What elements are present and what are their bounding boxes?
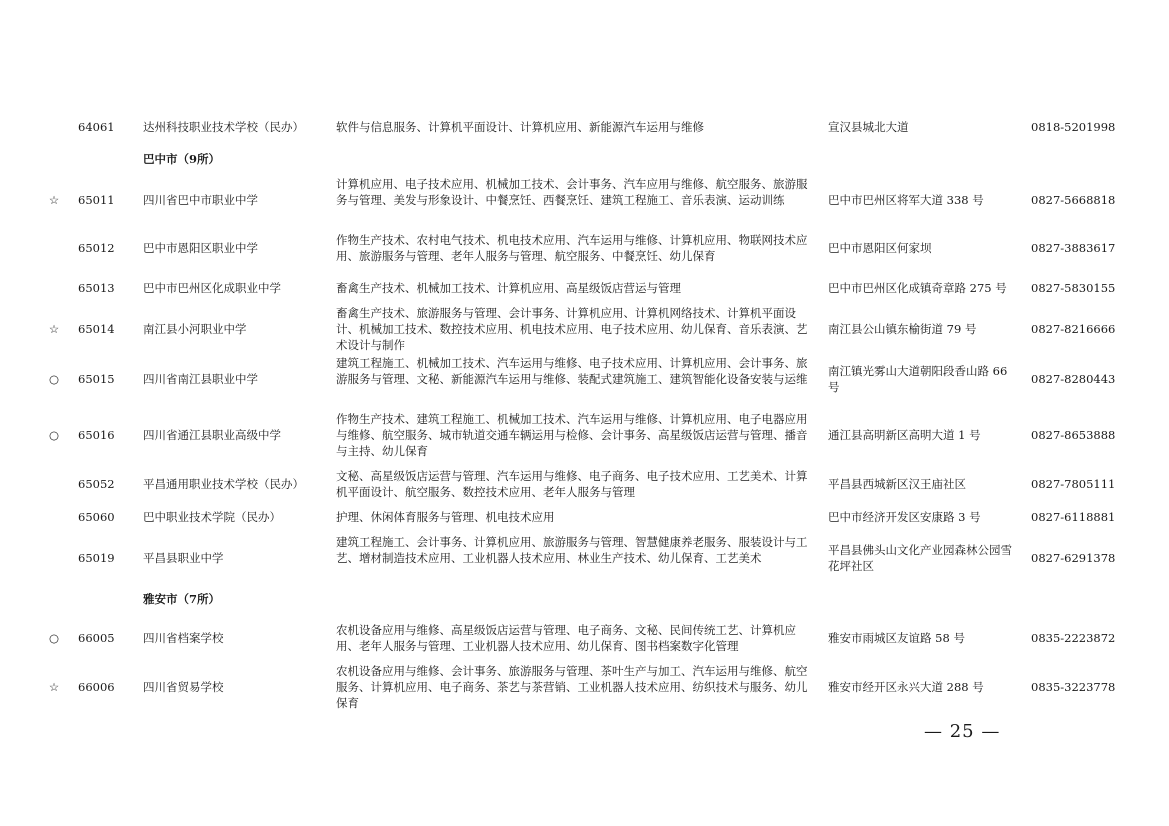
school-address: 雅安市雨城区友谊路 58 号	[828, 631, 965, 645]
school-code: 65015	[78, 372, 115, 386]
school-phone: 0827-6291378	[1031, 551, 1116, 565]
section-heading: 巴中市（9所）	[143, 152, 221, 166]
school-code: 65014	[78, 322, 115, 336]
school-code: 66005	[78, 631, 115, 645]
school-address: 通江县高明新区高明大道 1 号	[828, 428, 981, 442]
school-majors: 建筑工程施工、会计事务、计算机应用、旅游服务与管理、智慧健康养老服务、服装设计与工艺、增材制造技术应用、工业机器人技术应用、林业生产技术、幼儿保育、工艺美术	[336, 535, 808, 565]
school-phone: 0827-8216666	[1031, 322, 1116, 336]
school-code: 64061	[78, 120, 115, 134]
page-number: — 25 —	[924, 721, 1001, 742]
row-mark: ○	[48, 428, 60, 442]
school-address: 巴中市巴州区将军大道 338 号	[828, 193, 984, 207]
row-mark: ○	[48, 372, 60, 386]
school-phone: 0818-5201998	[1031, 120, 1116, 134]
school-address: 平昌县西城新区汉王庙社区	[828, 477, 966, 491]
school-code: 66006	[78, 680, 115, 694]
school-name: 四川省通江县职业高级中学	[143, 428, 281, 442]
school-majors: 文秘、高星级饭店运营与管理、汽车运用与维修、电子商务、电子技术应用、工艺美术、计算机平面设计、航空服务、数控技术应用、老年人服务与管理	[336, 469, 808, 499]
school-majors: 农机设备应用与维修、高星级饭店运营与管理、电子商务、文秘、民间传统工艺、计算机应用、老年人服务与管理、工业机器人技术应用、幼儿保育、图书档案数字化管理	[336, 623, 796, 653]
school-address: 雅安市经开区永兴大道 288 号	[828, 680, 984, 694]
school-name: 四川省档案学校	[143, 631, 224, 645]
school-majors: 护理、休闲体育服务与管理、机电技术应用	[336, 510, 555, 524]
school-code: 65060	[78, 510, 115, 524]
school-majors: 畜禽生产技术、旅游服务与管理、会计事务、计算机应用、计算机网络技术、计算机平面设计、机械加工技术、数控技术应用、机电技术应用、电子技术应用、幼儿保育、音乐表演、艺术设计与制作	[336, 306, 808, 352]
school-phone: 0827-5830155	[1031, 281, 1116, 295]
school-majors: 建筑工程施工、机械加工技术、汽车运用与维修、电子技术应用、计算机应用、会计事务、旅游服务与管理、文秘、新能源汽车运用与维修、装配式建筑施工、建筑智能化设备安装与运维	[336, 356, 808, 386]
school-phone: 0827-8653888	[1031, 428, 1116, 442]
school-address: 巴中市经济开发区安康路 3 号	[828, 510, 981, 524]
school-address: 巴中市恩阳区何家坝	[828, 241, 932, 255]
school-majors: 农机设备应用与维修、会计事务、旅游服务与管理、茶叶生产与加工、汽车运用与维修、航空服务、计算机应用、电子商务、茶艺与茶营销、工业机器人技术应用、纺织技术与服务、幼儿保育	[336, 664, 808, 710]
row-mark: ☆	[48, 322, 60, 336]
school-majors: 计算机应用、电子技术应用、机械加工技术、会计事务、汽车应用与维修、航空服务、旅游服务与管理、美发与形象设计、中餐烹饪、西餐烹饪、建筑工程施工、音乐表演、运动训练	[336, 177, 808, 207]
section-heading: 雅安市（7所）	[143, 592, 221, 606]
school-code: 65019	[78, 551, 115, 565]
school-phone: 0827-6118881	[1031, 510, 1116, 524]
school-name: 四川省贸易学校	[143, 680, 224, 694]
school-code: 65052	[78, 477, 115, 491]
school-phone: 0827-7805111	[1031, 477, 1116, 491]
school-name: 巴中市恩阳区职业中学	[143, 241, 258, 255]
school-majors: 软件与信息服务、计算机平面设计、计算机应用、新能源汽车运用与维修	[336, 120, 704, 134]
school-name: 平昌通用职业技术学校（民办）	[143, 477, 304, 491]
school-address: 平昌县佛头山文化产业园森林公园雪花坪社区	[828, 543, 1012, 573]
school-address: 南江县公山镇东榆街道 79 号	[828, 322, 977, 336]
school-code: 65016	[78, 428, 115, 442]
school-address: 南江镇光雾山大道朝阳段香山路 66 号	[828, 364, 1008, 394]
school-phone: 0827-8280443	[1031, 372, 1116, 386]
school-code: 65011	[78, 193, 115, 207]
row-mark: ☆	[48, 680, 60, 694]
school-phone: 0835-2223872	[1031, 631, 1116, 645]
row-mark: ○	[48, 631, 60, 645]
school-name: 南江县小河职业中学	[143, 322, 247, 336]
school-name: 四川省南江县职业中学	[143, 372, 258, 386]
school-phone: 0827-5668818	[1031, 193, 1116, 207]
school-code: 65013	[78, 281, 115, 295]
school-majors: 作物生产技术、农村电气技术、机电技术应用、汽车运用与维修、计算机应用、物联网技术应用、旅游服务与管理、老年人服务与管理、航空服务、中餐烹饪、幼儿保育	[336, 233, 808, 263]
school-address: 巴中市巴州区化成镇奇章路 275 号	[828, 281, 1007, 295]
school-code: 65012	[78, 241, 115, 255]
school-name: 巴中市巴州区化成职业中学	[143, 281, 281, 295]
school-name: 巴中职业技术学院（民办）	[143, 510, 281, 524]
school-name: 四川省巴中市职业中学	[143, 193, 258, 207]
school-name: 达州科技职业技术学校（民办）	[143, 120, 304, 134]
school-phone: 0827-3883617	[1031, 241, 1116, 255]
school-phone: 0835-3223778	[1031, 680, 1116, 694]
school-majors: 作物生产技术、建筑工程施工、机械加工技术、汽车运用与维修、计算机应用、电子电器应用与维修、航空服务、城市轨道交通车辆运用与检修、会计事务、高星级饭店运营与管理、播音与主持、幼儿保育	[336, 412, 808, 458]
school-majors: 畜禽生产技术、机械加工技术、计算机应用、高星级饭店营运与管理	[336, 281, 681, 295]
school-address: 宣汉县城北大道	[828, 120, 909, 134]
school-name: 平昌县职业中学	[143, 551, 224, 565]
row-mark: ☆	[48, 193, 60, 207]
